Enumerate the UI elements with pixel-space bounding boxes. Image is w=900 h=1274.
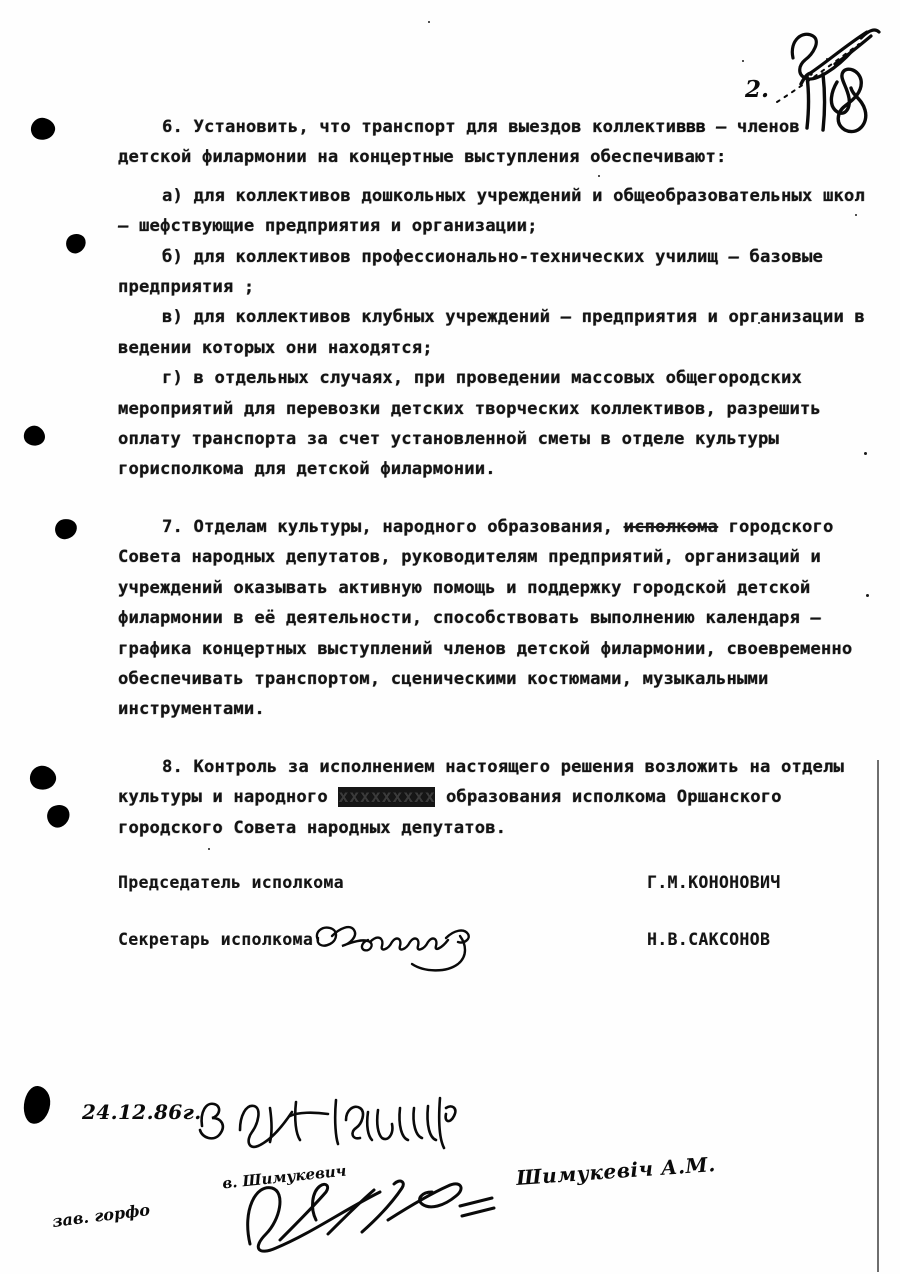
paragraph-clause-8 [118, 752, 880, 843]
typed-text: а) для коллективов дошкольных учреждений и общеобразовательных школ – шефствующие предприятия и организации; [118, 185, 876, 237]
signatory-name: Н.В.САКСОНОВ [647, 930, 771, 949]
ink-blot [20, 422, 49, 450]
ink-blot [54, 518, 79, 541]
obliterated-text: ххххххххх [338, 787, 436, 808]
handwritten-signer-name: Шимукевiч А.М. [515, 1152, 717, 1190]
typed-text: 8. Контроль за исполнением настоящего решения возложить на отделы культуры и народного [118, 756, 855, 808]
paragraph-clause-7 [118, 512, 880, 725]
paragraph-clause-6 [118, 112, 880, 173]
ink-blot [22, 1085, 52, 1126]
paragraph-clause-6a [118, 181, 880, 242]
signatory-role: Председатель исполкома [118, 873, 344, 892]
typed-text: – членов детской филармонии на концертные выступления обеспечивают: [118, 117, 811, 168]
ink-blot [27, 763, 59, 794]
typed-text: б) для коллективов профессионально-технических училищ – базовые предприятия ; [118, 246, 834, 298]
document-body [118, 112, 880, 843]
scan-speck [208, 848, 210, 850]
ink-signature-icon [308, 914, 508, 976]
handwritten-note-prefix: зав. горфо [51, 1200, 151, 1231]
typed-text: городского Совета народных депутатов, руководителям предприятий, организаций и учреждений оказывать активную помощь и поддержку городской детской филармонии в её деятельности, способствовать выполнению календаря – графика концертных выступлений членов детской филармонии, своевременно обеспечивать транспортом, сценическими костюмами, музыкальными инструментами. [118, 516, 863, 720]
ink-blot [29, 116, 57, 143]
ink-blot [63, 231, 88, 256]
overtyped-text: ввв [676, 117, 706, 137]
handwritten-date: 24.12.86г. [82, 1100, 202, 1124]
signature-row [118, 930, 880, 987]
page-number-mark: 2. [745, 76, 770, 103]
typed-text: 6. Установить, что транспорт для выездов коллекти [162, 117, 677, 137]
struck-through-text: исполкома [623, 516, 719, 537]
typed-text: г) в отдельных случаях, при проведении массовых общегородских мероприятий для перевозки детских творческих коллективов, разрешить оплату транспорта за счет установленной сметы в отделе культуры горисполкома для детской филармонии. [118, 368, 832, 480]
handwritten-note-small-text: в. Шимукевич [221, 1161, 348, 1193]
typed-text: образования исполкома Оршанского городского Совета народных депутатов. [118, 787, 793, 838]
signatory-role: Секретарь исполкома [118, 930, 314, 949]
ink-blot [43, 801, 73, 831]
signature-block [118, 873, 880, 987]
scan-speck [428, 21, 430, 23]
paragraph-clause-6v [118, 302, 880, 363]
typed-text: 7. Отделам культуры, народного образования, [162, 516, 624, 537]
signatory-name: Г.М.КОНОНОВИЧ [647, 873, 781, 892]
paragraph-clause-6g [118, 363, 880, 485]
paragraph-clause-6b [118, 242, 880, 303]
typed-text: в) для коллективов клубных учреждений – предприятия и организации в ведении которых они находятся; [118, 307, 876, 358]
